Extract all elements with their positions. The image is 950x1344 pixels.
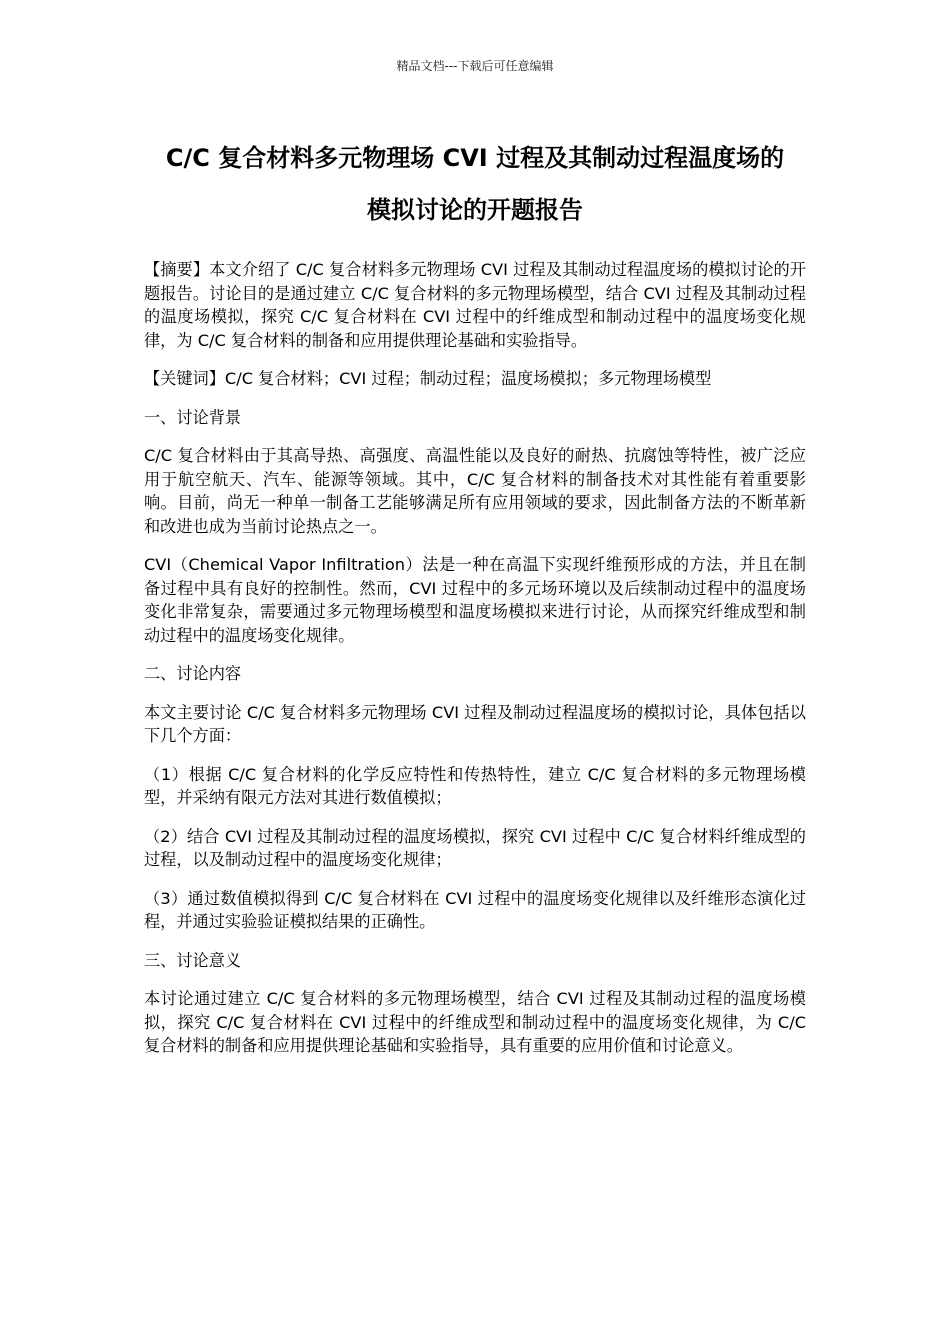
- content-item-3: （3）通过数值模拟得到 C/C 复合材料在 CVI 过程中的温度场变化规律以及纤维形态演化过程，并通过实验验证模拟结果的正确性。: [144, 888, 806, 931]
- section-heading-content: 二、讨论内容: [144, 664, 242, 683]
- significance-paragraph: 本讨论通过建立 C/C 复合材料的多元物理场模型，结合 CVI 过程及其制动过程的温度场模拟，探究 C/C 复合材料在 CVI 过程中的纤维成型和制动过程中的温度场变化规律，为 C/C 复合材料的制备和应用提供理论基础和实验指导，具有重要的应用价值和讨论意义。: [144, 989, 806, 1055]
- section-heading-significance: 三、讨论意义: [144, 950, 242, 970]
- title-line-1: C/C 复合材料多元物理场 CVI 过程及其制动过程温度场的: [165, 144, 785, 172]
- document-title: [110, 132, 840, 236]
- abstract-paragraph: 【摘要】本文介绍了 C/C 复合材料多元物理场 CVI 过程及其制动过程温度场的模拟讨论的开题报告。讨论目的是通过建立 C/C 复合材料的多元物理场模型，结合 CVI 过程及其制动过程的温度场模拟，探究 C/C 复合材料在 CVI 过程中的纤维成型和制动过程中的温度场变化规律，为 C/C 复合材料的制备和应用提供理论基础和实验指导。: [144, 260, 806, 350]
- background-paragraph-1: C/C 复合材料由于其高导热、高强度、高温性能以及良好的耐热、抗腐蚀等特性，被广泛应用于航空航天、汽车、能源等领域。其中，C/C 复合材料的制备技术对其性能有着重要影响。目前，尚无一种单一制备工艺能够满足所有应用领域的要求，因此制备方法的不断革新和改进也成为当前讨论热点之一。: [144, 446, 806, 536]
- content-item-2: （2）结合 CVI 过程及其制动过程的温度场模拟，探究 CVI 过程中 C/C 复合材料纤维成型的过程，以及制动过程中的温度场变化规律；: [144, 826, 806, 869]
- document-body: [144, 258, 806, 1073]
- content-intro-paragraph: 本文主要讨论 C/C 复合材料多元物理场 CVI 过程及制动过程温度场的模拟讨论，具体包括以下几个方面：: [144, 702, 806, 745]
- section-heading-background: 一、讨论背景: [144, 407, 242, 427]
- title-line-2: 模拟讨论的开题报告: [367, 196, 583, 224]
- header-note: 精品文档---下载后可任意编辑: [396, 59, 554, 73]
- content-item-1: （1）根据 C/C 复合材料的化学反应特性和传热特性，建立 C/C 复合材料的多元物理场模型，并采纳有限元方法对其进行数值模拟；: [144, 764, 806, 807]
- keywords-paragraph: 【关键词】C/C 复合材料；CVI 过程；制动过程；温度场模拟；多元物理场模型: [144, 369, 712, 388]
- background-paragraph-2: CVI（Chemical Vapor Infiltration）法是一种在高温下实现纤维预形成的方法，并且在制备过程中具有良好的控制性。然而，CVI 过程中的多元场环境以及后续制动过程中的温度场变化非常复杂，需要通过多元物理场模型和温度场模拟来进行讨论，从而探究纤维成型和制动过程中的温度场变化规律。: [144, 555, 806, 645]
